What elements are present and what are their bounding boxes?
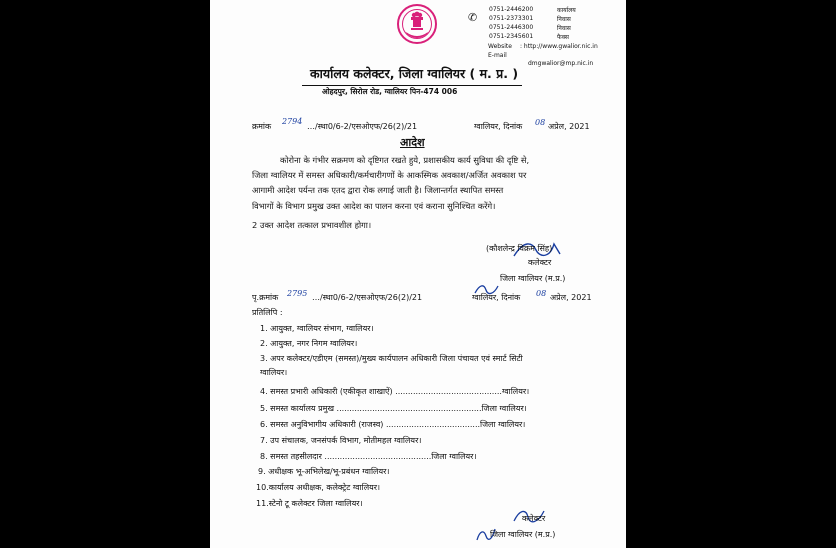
order-paragraph-line: आगामी आदेश पर्यन्त तक एतद द्वारा रोक लगाई जाती है। जिलान्तर्गत स्थापित समस्त — [252, 185, 504, 195]
contact-label: फैक्स — [557, 34, 569, 41]
copy-ref-suffix: …/स्था0/6-2/एसओएफ/26(2)/21 — [312, 293, 423, 302]
mp-government-seal — [396, 2, 438, 46]
order-ref-suffix: …/स्था0/6-2/एसओएफ/26(2)/21 — [307, 122, 418, 131]
copy-list-item: 2. आयुक्त, नगर निगम ग्वालियर। — [260, 339, 358, 348]
contact-label: निवास — [557, 16, 571, 23]
copy-list-item: ग्वालियर। — [260, 368, 288, 377]
order-paragraph-2: 2 उक्त आदेश तत्काल प्रभावशील होगा। — [252, 220, 372, 230]
contact-row — [489, 6, 601, 15]
office-title: कार्यालय कलेक्टर, जिला ग्वालियर ( म. प्र. ) — [310, 66, 519, 81]
copy-list-item: 7. उप संचालक, जनसंपर्क विभाग, मोतीमहल ग्वालियर। — [260, 436, 422, 445]
document-page — [210, 0, 626, 548]
website-url[interactable]: : http://www.gwalior.nic.in — [520, 43, 598, 50]
order-paragraph-line: विभागों के विभाग प्रमुख उक्त आदेश का पालन करना एवं कराना सुनिश्चित करेंगे। — [252, 201, 496, 211]
contact-row — [489, 24, 601, 33]
copy-place-date: ग्वालियर, दिनांक — [472, 293, 521, 302]
copy-list-item: 11.स्टेनो टू कलेक्टर जिला ग्वालियर। — [256, 499, 363, 508]
contact-phone: 0751-2373301 — [489, 15, 534, 22]
order-ref-prefix: क्रमांक — [252, 122, 272, 131]
copy-list-item: 6. समस्त अनुविभागीय अधिकारी (राजस्व) .....................................जिला ग्वालियर। — [260, 420, 526, 429]
order-paragraph-line: जिला ग्वालियर में समस्त अधिकारी/कर्मचारीगणों के आकस्मिक अवकाश/अर्जित अवकाश पर — [252, 170, 527, 180]
order-heading: आदेश — [400, 136, 425, 149]
copy-signatory-title: कलेक्टर — [522, 514, 546, 523]
contact-row — [489, 15, 601, 24]
signatory-district: जिला ग्वालियर (म.प्र.) — [500, 274, 566, 283]
order-month-year: अप्रेल, 2021 — [548, 122, 590, 131]
header-divider — [302, 85, 522, 86]
pratilipi-label: प्रतिलिपि : — [252, 308, 283, 317]
copy-ref-number: 2795 — [287, 289, 308, 298]
contact-phone: 0751-2446200 — [489, 6, 534, 13]
order-place-date: ग्वालियर, दिनांक — [474, 122, 523, 131]
copy-list-item: 10.कार्यालय अधीक्षक, कलेक्ट्रेट ग्वालियर। — [256, 483, 381, 492]
contact-row — [489, 33, 601, 42]
contact-details — [489, 6, 601, 42]
copy-list-item: 9. अधीक्षक भू-अभिलेख/भू-प्रबंधन ग्वालियर। — [258, 467, 390, 476]
website-label: Website — [488, 43, 512, 50]
office-address: ओहदपुर, सिरोल रोड, ग्वालियर पिन-474 006 — [322, 87, 458, 96]
signatory-title: कलेक्टर — [528, 258, 552, 267]
contact-label: निवास — [557, 25, 571, 32]
copy-list-item: 4. समस्त प्रभारी अधिकारी (एकीकृत शाखाऐं) ..........................................ग्वालियर। — [260, 387, 530, 396]
copy-list-item: 5. समस्त कार्यालय प्रमुख .........................................................जिला ग्वालियर। — [260, 404, 527, 413]
copy-ref-prefix: पृ.क्रमांक — [252, 293, 279, 302]
order-paragraph-line: कोरोना के गंभीर सक्रमण को दृष्टिगत रखते हुये, प्रशासकीय कार्य सुविधा की दृष्टि से, — [280, 155, 530, 165]
copy-list-item: 1. आयुक्त, ग्वालियर संभाग, ग्वालियर। — [260, 324, 374, 333]
copy-list-item: 3. अपर कलेक्टर/एडीएम (समस्त)/मुख्य कार्यपालन अधिकारी जिला पंचायत एवं स्मार्ट सिटी — [260, 354, 523, 363]
order-day: 08 — [535, 118, 546, 127]
contact-phone: 0751-2446300 — [489, 24, 534, 31]
email-address[interactable]: dmgwalior@mp.nic.in — [528, 60, 594, 67]
copy-signatory-district: जिला ग्वालियर (म.प्र.) — [490, 530, 556, 539]
order-ref-number: 2794 — [282, 117, 303, 126]
copy-list-item: 8. समस्त तहसीलदार ..........................................जिला ग्वालियर। — [260, 452, 477, 461]
signatory-name: (कौशलेन्द्र विक्रम सिंह) — [486, 244, 553, 253]
contact-label: कार्यालय — [557, 7, 576, 14]
telephone-icon: ✆ — [468, 11, 478, 24]
email-label: E-mail — [488, 52, 507, 59]
copy-day: 08 — [536, 289, 547, 298]
contact-phone: 0751-2345601 — [489, 33, 534, 40]
copy-month-year: अप्रेल, 2021 — [550, 293, 592, 302]
